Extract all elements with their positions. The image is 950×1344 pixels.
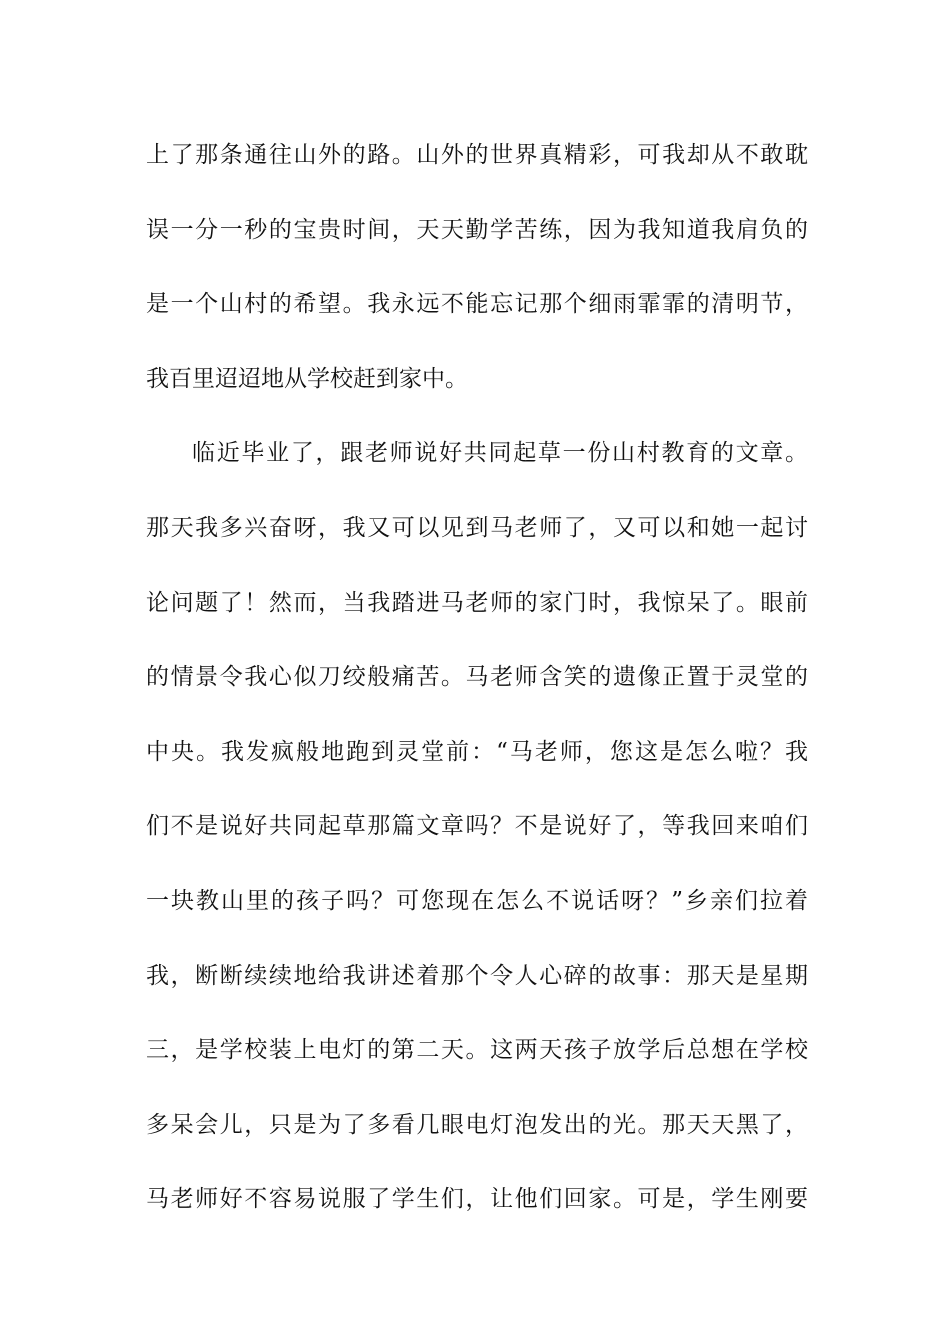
text-line: 中央。我发疯般地跑到灵堂前：“马老师，您这是怎么啦？我 [146,738,808,765]
body-text [146,132,808,1251]
paragraph-end-line: 我百里迢迢地从学校赶到家中。 [146,365,468,392]
text-line: 们不是说好共同起草那篇文章吗？不是说好了，等我回来咱们 [146,813,808,840]
text-line: 论问题了！然而，当我踏进马老师的家门时，我惊呆了。眼前 [146,589,808,616]
text-line: 误一分一秒的宝贵时间，天天勤学苦练，因为我知道我肩负的 [146,216,808,243]
text-line: 是一个山村的希望。我永远不能忘记那个细雨霏霏的清明节， [146,291,808,318]
text-line: 多呆会儿，只是为了多看几眼电灯泡发出的光。那天天黑了， [146,1111,808,1138]
text-line: 一块教山里的孩子吗？可您现在怎么不说话呀？”乡亲们拉着 [146,887,808,914]
text-line: 三，是学校装上电灯的第二天。这两天孩子放学后总想在学校 [146,1037,808,1064]
paragraph-start-line: 临近毕业了，跟老师说好共同起草一份山村教育的文章。 [192,440,808,467]
text-line: 马老师好不容易说服了学生们，让他们回家。可是，学生刚要 [146,1186,808,1213]
text-line: 上了那条通往山外的路。山外的世界真精彩，可我却从不敢耽 [146,142,808,168]
text-line: 的情景令我心似刀绞般痛苦。马老师含笑的遗像正置于灵堂的 [146,664,808,691]
text-line: 那天我多兴奋呀，我又可以见到马老师了，又可以和她一起讨 [146,514,808,541]
text-line: 我，断断续续地给我讲述着那个令人心碎的故事：那天是星期 [146,962,808,989]
